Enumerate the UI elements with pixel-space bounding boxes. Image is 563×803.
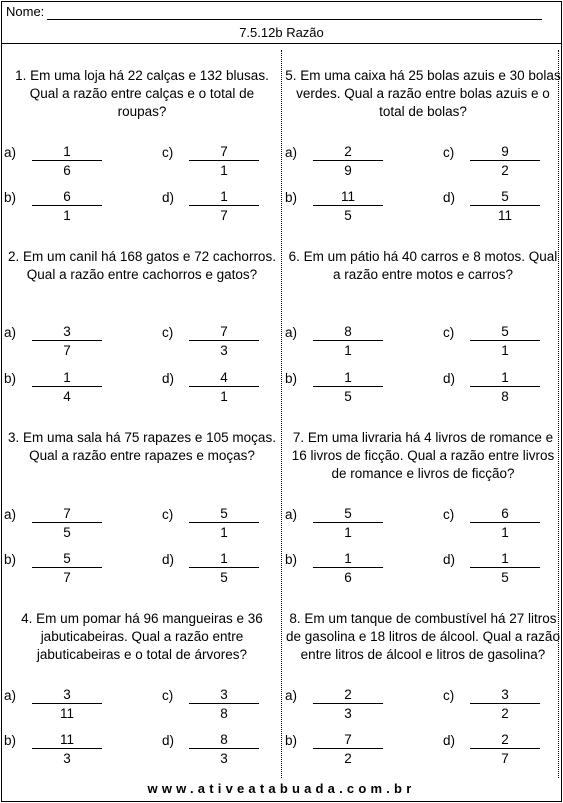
- fraction-numerator: 11: [313, 188, 383, 206]
- fraction-denominator: 6: [344, 570, 352, 585]
- fraction-option[interactable]: [189, 188, 259, 223]
- fraction-denominator: 1: [344, 525, 352, 540]
- column-divider-right: [558, 50, 559, 778]
- fraction-denominator: 1: [501, 525, 509, 540]
- fraction-option[interactable]: [32, 143, 102, 178]
- fraction-option[interactable]: [189, 143, 259, 178]
- fraction-numerator: 1: [189, 550, 259, 568]
- fraction-option[interactable]: [189, 369, 259, 404]
- fraction-option[interactable]: [189, 505, 259, 540]
- column-divider-left: [281, 50, 282, 778]
- fraction-denominator: 7: [63, 570, 71, 585]
- option-letter: d): [443, 733, 456, 748]
- fraction-denominator: 5: [344, 389, 352, 404]
- fraction-option[interactable]: [32, 323, 102, 358]
- option-letter: a): [285, 507, 298, 522]
- fraction-numerator: 2: [313, 143, 383, 161]
- fraction-denominator: 8: [501, 389, 509, 404]
- fraction-denominator: 11: [497, 208, 512, 223]
- fraction-numerator: 1: [32, 143, 102, 161]
- fraction-option[interactable]: [313, 686, 383, 721]
- fraction-numerator: 1: [470, 369, 540, 387]
- fraction-denominator: 3: [220, 343, 228, 358]
- fraction-numerator: 1: [32, 369, 102, 387]
- question-text: 4. Em um pomar há 96 mangueiras e 36 jabuticabeiras. Qual a razão entre jabuticabeiras e o total de árvores?: [21, 611, 263, 662]
- fraction-numerator: 3: [32, 323, 102, 341]
- fraction-denominator: 7: [220, 208, 228, 223]
- fraction-denominator: 11: [59, 706, 74, 721]
- option-letter: d): [443, 371, 456, 386]
- fraction-option[interactable]: [32, 550, 102, 585]
- question-text: 8. Em um tanque de combustível há 27 litros de gasolina e 18 litros de álcool. Qual a razão entre litros de álcool e litros de gasolina?: [286, 611, 560, 662]
- option-letter: c): [443, 325, 455, 340]
- fraction-option[interactable]: [470, 731, 540, 766]
- fraction-option[interactable]: [32, 686, 102, 721]
- fraction-option[interactable]: [470, 188, 540, 223]
- option-letter: d): [162, 552, 175, 567]
- option-letter: a): [4, 145, 17, 160]
- question-text: 7. Em uma livraria há 4 livros de romance e 16 livros de ficção. Qual a razão entre livros de romance e livros de ficção?: [291, 430, 555, 481]
- fraction-denominator: 5: [220, 570, 228, 585]
- fraction-denominator: 1: [501, 343, 509, 358]
- fraction-numerator: 2: [470, 731, 540, 749]
- option-letter: c): [162, 688, 174, 703]
- fraction-denominator: 1: [220, 389, 228, 404]
- fraction-option[interactable]: [32, 369, 102, 404]
- fraction-option[interactable]: [189, 686, 259, 721]
- fraction-numerator: 5: [470, 323, 540, 341]
- question-text: 3. Em uma sala há 75 rapazes e 105 moças. Qual a razão entre rapazes e moças?: [8, 430, 276, 463]
- option-letter: b): [285, 190, 298, 205]
- option-letter: b): [4, 733, 17, 748]
- fraction-option[interactable]: [32, 505, 102, 540]
- fraction-numerator: 2: [313, 686, 383, 704]
- option-letter: a): [4, 688, 17, 703]
- fraction-numerator: 7: [189, 323, 259, 341]
- fraction-numerator: 11: [32, 731, 102, 749]
- fraction-denominator: 2: [501, 706, 509, 721]
- fraction-option[interactable]: [470, 550, 540, 585]
- option-letter: b): [4, 371, 17, 386]
- fraction-option[interactable]: [313, 143, 383, 178]
- option-letter: b): [4, 190, 17, 205]
- fraction-numerator: 3: [189, 686, 259, 704]
- question-text: 6. Em um pátio há 40 carros e 8 motos. Qual a razão entre motos e carros?: [288, 249, 558, 282]
- fraction-denominator: 6: [63, 163, 71, 178]
- fraction-denominator: 3: [344, 706, 352, 721]
- option-letter: a): [285, 145, 298, 160]
- fraction-numerator: 7: [313, 731, 383, 749]
- fraction-numerator: 5: [313, 505, 383, 523]
- fraction-option[interactable]: [470, 369, 540, 404]
- fraction-numerator: 1: [313, 550, 383, 568]
- option-letter: c): [443, 688, 455, 703]
- fraction-numerator: 6: [470, 505, 540, 523]
- fraction-denominator: 5: [501, 570, 509, 585]
- site-footer: www.ativeatabuada.com.br: [147, 781, 416, 796]
- fraction-numerator: 7: [189, 143, 259, 161]
- fraction-numerator: 9: [470, 143, 540, 161]
- fraction-numerator: 1: [313, 369, 383, 387]
- fraction-option[interactable]: [189, 550, 259, 585]
- fraction-denominator: 3: [220, 751, 228, 766]
- fraction-option[interactable]: [313, 550, 383, 585]
- question-text: 2. Em um canil há 168 gatos e 72 cachorros. Qual a razão entre cachorros e gatos?: [8, 249, 276, 282]
- fraction-denominator: 7: [501, 751, 509, 766]
- fraction-option[interactable]: [189, 323, 259, 358]
- fraction-option[interactable]: [32, 188, 102, 223]
- fraction-denominator: 2: [344, 751, 352, 766]
- option-letter: c): [443, 507, 455, 522]
- fraction-option[interactable]: [470, 505, 540, 540]
- fraction-option[interactable]: [32, 731, 102, 766]
- option-letter: b): [285, 371, 298, 386]
- fraction-denominator: 5: [344, 208, 352, 223]
- fraction-denominator: 5: [63, 525, 71, 540]
- option-letter: a): [4, 325, 17, 340]
- fraction-numerator: 3: [470, 686, 540, 704]
- fraction-numerator: 7: [32, 505, 102, 523]
- option-letter: b): [285, 552, 298, 567]
- fraction-numerator: 4: [189, 369, 259, 387]
- fraction-option[interactable]: [313, 731, 383, 766]
- question-text: 5. Em uma caixa há 25 bolas azuis e 30 bolas verdes. Qual a razão entre bolas azuis e o total de bolas?: [285, 68, 561, 119]
- fraction-denominator: 1: [220, 525, 228, 540]
- fraction-denominator: 1: [63, 208, 71, 223]
- fraction-option[interactable]: [313, 505, 383, 540]
- fraction-denominator: 3: [63, 751, 71, 766]
- option-letter: c): [162, 145, 174, 160]
- fraction-denominator: 4: [63, 389, 71, 404]
- option-letter: a): [285, 325, 298, 340]
- fraction-denominator: 7: [63, 343, 71, 358]
- fraction-denominator: 1: [344, 343, 352, 358]
- fraction-option[interactable]: [313, 188, 383, 223]
- option-letter: d): [443, 190, 456, 205]
- name-label: Nome:: [6, 4, 45, 19]
- fraction-denominator: 8: [220, 706, 228, 721]
- option-letter: d): [443, 552, 456, 567]
- fraction-numerator: 8: [313, 323, 383, 341]
- option-letter: b): [4, 552, 17, 567]
- option-letter: c): [162, 507, 174, 522]
- fraction-option[interactable]: [189, 731, 259, 766]
- fraction-option[interactable]: [470, 323, 540, 358]
- option-letter: d): [162, 371, 175, 386]
- fraction-denominator: 1: [220, 163, 228, 178]
- title-rule: [2, 43, 561, 44]
- option-letter: b): [285, 733, 298, 748]
- fraction-numerator: 5: [470, 188, 540, 206]
- option-letter: a): [4, 507, 17, 522]
- question-text: 1. Em uma loja há 22 calças e 132 blusas. Qual a razão entre calças e o total de roupas?: [15, 68, 269, 119]
- fraction-option[interactable]: [470, 143, 540, 178]
- fraction-numerator: 1: [189, 188, 259, 206]
- option-letter: c): [443, 145, 455, 160]
- fraction-numerator: 5: [189, 505, 259, 523]
- fraction-option[interactable]: [313, 369, 383, 404]
- fraction-numerator: 6: [32, 188, 102, 206]
- fraction-numerator: 8: [189, 731, 259, 749]
- fraction-option[interactable]: [470, 686, 540, 721]
- fraction-denominator: 9: [344, 163, 352, 178]
- fraction-numerator: 3: [32, 686, 102, 704]
- option-letter: d): [162, 190, 175, 205]
- fraction-denominator: 2: [501, 163, 509, 178]
- name-line[interactable]: [47, 19, 542, 20]
- fraction-option[interactable]: [313, 323, 383, 358]
- worksheet-title: 7.5.12b Razão: [239, 25, 324, 40]
- option-letter: d): [162, 733, 175, 748]
- option-letter: c): [162, 325, 174, 340]
- fraction-numerator: 5: [32, 550, 102, 568]
- option-letter: a): [285, 688, 298, 703]
- fraction-numerator: 1: [470, 550, 540, 568]
